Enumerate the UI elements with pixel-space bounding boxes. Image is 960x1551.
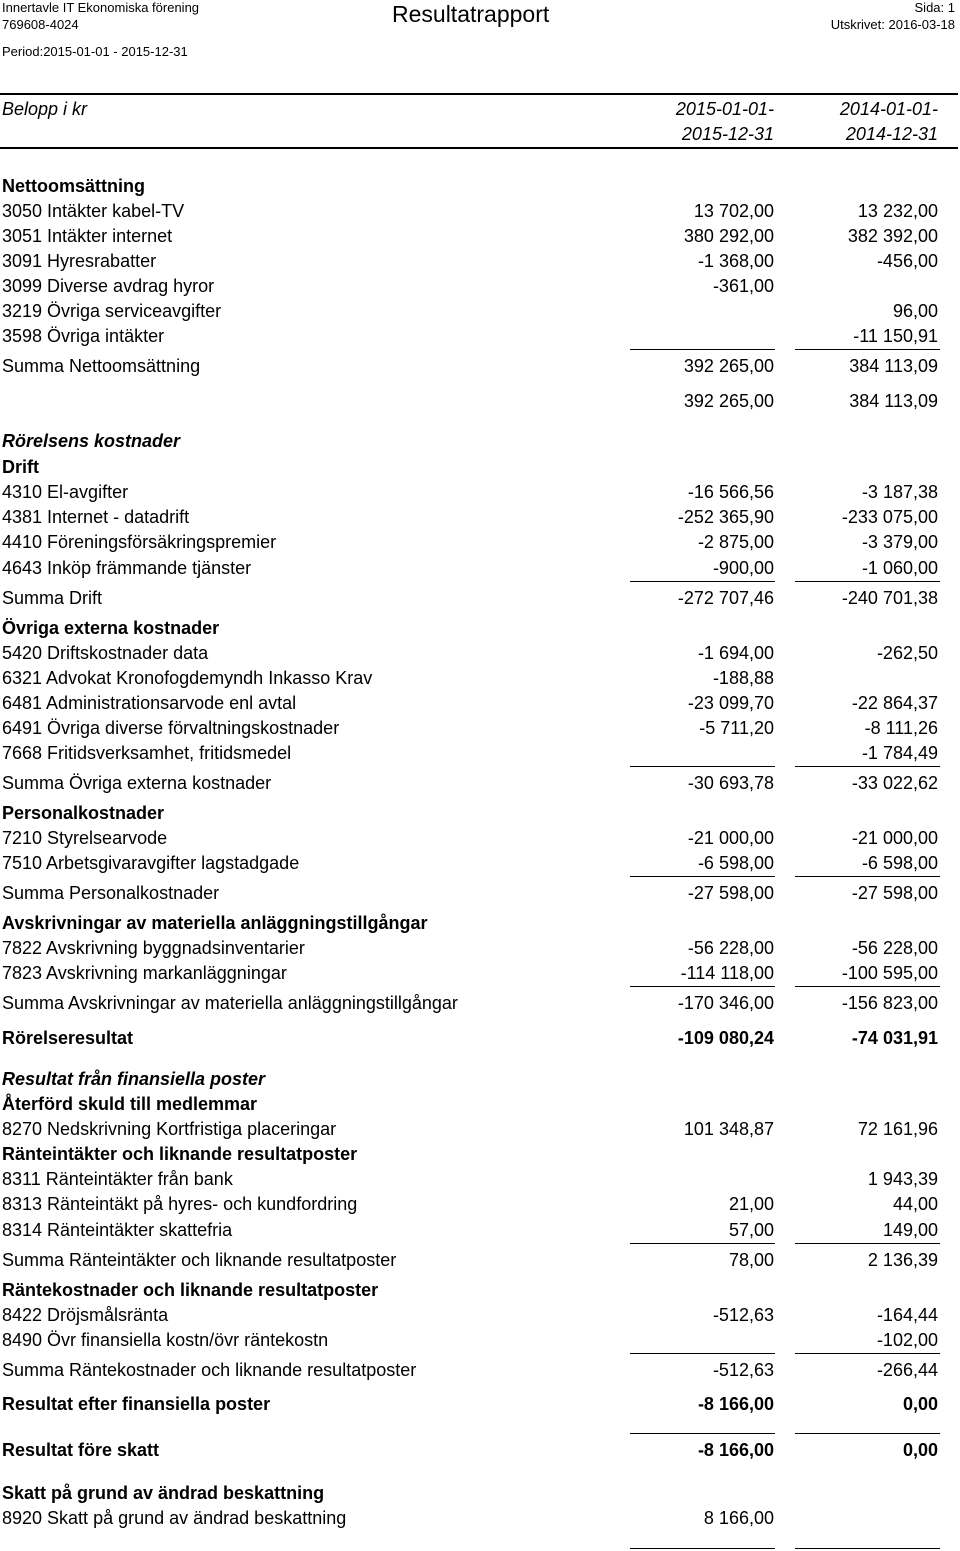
previous-period-amount: 13 232,00 (857, 201, 938, 221)
previous-period-amount: 0,00 (902, 1394, 938, 1414)
table-row (0, 530, 960, 554)
previous-period-amount: -100 595,00 (841, 963, 938, 983)
row-label: 8311 Ränteintäkter från bank (2, 1169, 233, 1189)
current-period-end: 2015-12-31 (681, 124, 774, 144)
row-label: 7668 Fritidsverksamhet, fritidsmedel (2, 743, 292, 763)
table-row (0, 249, 960, 273)
sum-underline (630, 876, 775, 877)
previous-period-amount: -164,44 (876, 1305, 938, 1325)
previous-period-end: 2014-12-31 (845, 124, 938, 144)
previous-period-amount: -74 031,91 (851, 1028, 938, 1048)
row-label: 6321 Advokat Kronofogdemyndh Inkasso Krav (2, 668, 373, 688)
table-row (0, 801, 960, 825)
row-label: 3219 Övriga serviceavgifter (2, 301, 222, 321)
row-label: Summa Avskrivningar av materiella anläggningstillgångar (2, 993, 458, 1013)
row-label: Rörelseresultat (2, 1028, 134, 1048)
sum-underline (630, 1433, 775, 1434)
current-period-amount: -272 707,46 (677, 588, 774, 608)
sum-underline (795, 581, 940, 582)
table-row (0, 991, 960, 1015)
sum-underline (795, 1548, 940, 1549)
previous-period-amount: -156 823,00 (841, 993, 938, 1013)
table-row (0, 1067, 960, 1091)
sum-underline (630, 349, 775, 350)
row-label: Avskrivningar av materiella anläggningstillgångar (2, 913, 428, 933)
row-label: 7510 Arbetsgivaravgifter lagstadgade (2, 853, 300, 873)
table-row (0, 771, 960, 795)
organization-name: Innertavle IT Ekonomiska förening (2, 0, 200, 15)
row-label: 6481 Administrationsarvode enl avtal (2, 693, 297, 713)
sum-underline (630, 1353, 775, 1354)
row-label: 4381 Internet - datadrift (2, 507, 190, 527)
current-period-amount: -170 346,00 (677, 993, 774, 1013)
row-label: 7822 Avskrivning byggnadsinventarier (2, 938, 305, 958)
previous-period-amount: -21 000,00 (851, 828, 938, 848)
table-row (0, 174, 960, 198)
previous-period-amount: -6 598,00 (861, 853, 938, 873)
row-label: Personalkostnader (2, 803, 165, 823)
sum-underline (795, 1353, 940, 1354)
current-period-amount: -30 693,78 (687, 773, 774, 793)
current-period-amount: -1 368,00 (697, 251, 774, 271)
row-label: 3050 Intäkter kabel-TV (2, 201, 185, 221)
row-label: Resultat efter finansiella poster (2, 1394, 271, 1414)
row-label: 3598 Övriga intäkter (2, 326, 165, 346)
current-period-amount: -8 166,00 (697, 1394, 774, 1414)
row-label: 7210 Styrelsearvode (2, 828, 168, 848)
table-row (0, 1192, 960, 1216)
table-row (0, 826, 960, 850)
table-row (0, 505, 960, 529)
current-period-amount: 8 166,00 (703, 1508, 774, 1528)
table-row (0, 1026, 960, 1050)
sum-underline (630, 766, 775, 767)
previous-period-amount: -1 060,00 (861, 558, 938, 578)
organization-number: 769608-4024 (2, 17, 79, 32)
table-row (0, 1278, 960, 1302)
row-label: Räntekostnader och liknande resultatposter (2, 1280, 379, 1300)
row-label: 8422 Dröjsmålsränta (2, 1305, 169, 1325)
table-row (0, 224, 960, 248)
previous-period-amount: 96,00 (892, 301, 938, 321)
row-label: Drift (2, 457, 39, 477)
table-row (0, 741, 960, 765)
previous-period-amount: -3 187,38 (861, 482, 938, 502)
previous-period-amount: -262,50 (876, 643, 938, 663)
previous-period-amount: -11 150,91 (853, 326, 938, 346)
current-period-amount: -56 228,00 (687, 938, 774, 958)
table-row (0, 851, 960, 875)
table-row (0, 1248, 960, 1272)
page-number: Sida: 1 (914, 0, 955, 15)
table-row (0, 616, 960, 640)
table-row (0, 1167, 960, 1191)
row-label: Resultat från finansiella poster (2, 1069, 266, 1089)
row-label: 8313 Ränteintäkt på hyres- och kundfordring (2, 1194, 358, 1214)
table-row (0, 480, 960, 504)
table-row (0, 641, 960, 665)
table-row (0, 691, 960, 715)
table-row (0, 1358, 960, 1382)
current-period-amount: -109 080,24 (677, 1028, 774, 1048)
table-row (0, 1142, 960, 1166)
previous-period-amount: -233 075,00 (841, 507, 938, 527)
row-label: Ränteintäkter och liknande resultatposter (2, 1144, 358, 1164)
current-period-amount: 392 265,00 (683, 356, 774, 376)
previous-period-start: 2014-01-01- (839, 99, 938, 119)
previous-period-amount: -102,00 (876, 1330, 938, 1350)
current-period-amount: -900,00 (712, 558, 774, 578)
current-period-amount: -1 694,00 (697, 643, 774, 663)
current-period-amount: -5 711,20 (699, 718, 774, 738)
current-period-amount: 78,00 (728, 1250, 774, 1270)
table-row (0, 1117, 960, 1141)
table-row (0, 354, 960, 378)
previous-period-amount: -27 598,00 (851, 883, 938, 903)
previous-period-amount: -240 701,38 (841, 588, 938, 608)
current-period-amount: -16 566,56 (687, 482, 774, 502)
row-label: 8490 Övr finansiella kostn/övr räntekostn (2, 1330, 329, 1350)
row-label: Summa Personalkostnader (2, 883, 220, 903)
previous-period-amount: -8 111,26 (864, 718, 938, 738)
current-period-amount: -2 875,00 (697, 532, 774, 552)
table-row (0, 716, 960, 740)
header-bottom-rule (0, 147, 958, 149)
column-headers-line2 (0, 122, 960, 146)
row-label: Återförd skuld till medlemmar (2, 1094, 258, 1114)
header-top-rule (0, 93, 958, 95)
current-period-amount: -361,00 (712, 276, 774, 296)
current-period-amount: -512,63 (712, 1305, 774, 1325)
report-title: Resultatrapport (392, 1, 550, 27)
table-row (0, 936, 960, 960)
current-period-amount: 13 702,00 (693, 201, 774, 221)
current-period-start: 2015-01-01- (675, 99, 774, 119)
previous-period-amount: -56 228,00 (851, 938, 938, 958)
row-label: 5420 Driftskostnader data (2, 643, 209, 663)
previous-period-amount: 382 392,00 (847, 226, 938, 246)
current-period-amount: 380 292,00 (683, 226, 774, 246)
table-row (0, 1392, 960, 1416)
row-label: 8314 Ränteintäkter skattefria (2, 1220, 233, 1240)
table-row (0, 911, 960, 935)
current-period-amount: -512,63 (712, 1360, 774, 1380)
sum-underline (795, 349, 940, 350)
row-label: 4410 Föreningsförsäkringspremier (2, 532, 277, 552)
previous-period-amount: -33 022,62 (851, 773, 938, 793)
sum-underline (630, 1243, 775, 1244)
previous-period-amount: 1 943,39 (867, 1169, 938, 1189)
current-period-amount: 392 265,00 (683, 391, 774, 411)
current-period-amount: -6 598,00 (697, 853, 774, 873)
previous-period-amount: 384 113,09 (849, 391, 938, 411)
amount-unit-label: Belopp i kr (2, 99, 88, 119)
previous-period-amount: 2 136,39 (867, 1250, 938, 1270)
table-row (0, 666, 960, 690)
row-label: Skatt på grund av ändrad beskattning (2, 1483, 325, 1503)
table-row (0, 1506, 960, 1530)
table-row (0, 299, 960, 323)
row-label: 4643 Inköp främmande tjänster (2, 558, 252, 578)
table-row (0, 881, 960, 905)
row-label: Resultat före skatt (2, 1440, 160, 1460)
sum-underline (630, 986, 775, 987)
row-label: Nettoomsättning (2, 176, 145, 196)
previous-period-amount: -456,00 (876, 251, 938, 271)
table-row (0, 1481, 960, 1505)
table-row (0, 199, 960, 223)
row-label: 6491 Övriga diverse förvaltningskostnader (2, 718, 340, 738)
sum-underline (795, 1243, 940, 1244)
previous-period-amount: 149,00 (882, 1220, 938, 1240)
row-label: Övriga externa kostnader (2, 618, 220, 638)
table-row (0, 961, 960, 985)
row-label: Rörelsens kostnader (2, 431, 181, 451)
previous-period-amount: -22 864,37 (851, 693, 938, 713)
table-row (0, 429, 960, 453)
previous-period-amount: 384 113,09 (849, 356, 938, 376)
table-row (0, 1303, 960, 1327)
current-period-amount: 57,00 (728, 1220, 774, 1240)
current-period-amount: -27 598,00 (687, 883, 774, 903)
previous-period-amount: 72 161,96 (857, 1119, 938, 1139)
sum-underline (795, 1433, 940, 1434)
table-row (0, 455, 960, 479)
current-period-amount: -21 000,00 (687, 828, 774, 848)
current-period-amount: -8 166,00 (697, 1440, 774, 1460)
current-period-amount: -23 099,70 (687, 693, 774, 713)
current-period-amount: 101 348,87 (683, 1119, 774, 1139)
current-period-amount: -252 365,90 (677, 507, 774, 527)
sum-underline (630, 1548, 775, 1549)
previous-period-amount: 0,00 (902, 1440, 938, 1460)
table-row (0, 389, 960, 413)
row-label: Summa Övriga externa kostnader (2, 773, 272, 793)
row-label: 8270 Nedskrivning Kortfristiga placeringar (2, 1119, 337, 1139)
row-label: 7823 Avskrivning markanläggningar (2, 963, 287, 983)
row-label: 3091 Hyresrabatter (2, 251, 157, 271)
table-row (0, 586, 960, 610)
previous-period-amount: -1 784,49 (861, 743, 938, 763)
sum-underline (795, 876, 940, 877)
current-period-amount: -114 118,00 (680, 963, 774, 983)
row-label: Summa Nettoomsättning (2, 356, 201, 376)
row-label: 3051 Intäkter internet (2, 226, 173, 246)
previous-period-amount: 44,00 (892, 1194, 938, 1214)
row-label: Summa Drift (2, 588, 103, 608)
table-row (0, 1092, 960, 1116)
row-label: 4310 El-avgifter (2, 482, 129, 502)
sum-underline (630, 581, 775, 582)
column-headers (0, 97, 960, 121)
table-row (0, 1328, 960, 1352)
table-row (0, 324, 960, 348)
current-period-amount: 21,00 (728, 1194, 774, 1214)
previous-period-amount: -3 379,00 (861, 532, 938, 552)
previous-period-amount: -266,44 (876, 1360, 938, 1380)
sum-underline (795, 766, 940, 767)
row-label: Summa Räntekostnader och liknande resultatposter (2, 1360, 417, 1380)
table-row (0, 556, 960, 580)
table-row (0, 274, 960, 298)
table-row (0, 1218, 960, 1242)
row-label: 8920 Skatt på grund av ändrad beskattning (2, 1508, 347, 1528)
row-label: Summa Ränteintäkter och liknande resultatposter (2, 1250, 397, 1270)
current-period-amount: -188,88 (712, 668, 774, 688)
sum-underline (795, 986, 940, 987)
report-period: Period:2015-01-01 - 2015-12-31 (2, 44, 188, 59)
row-label: 3099 Diverse avdrag hyror (2, 276, 215, 296)
table-row (0, 1438, 960, 1462)
printed-date: Utskrivet: 2016-03-18 (830, 17, 955, 32)
